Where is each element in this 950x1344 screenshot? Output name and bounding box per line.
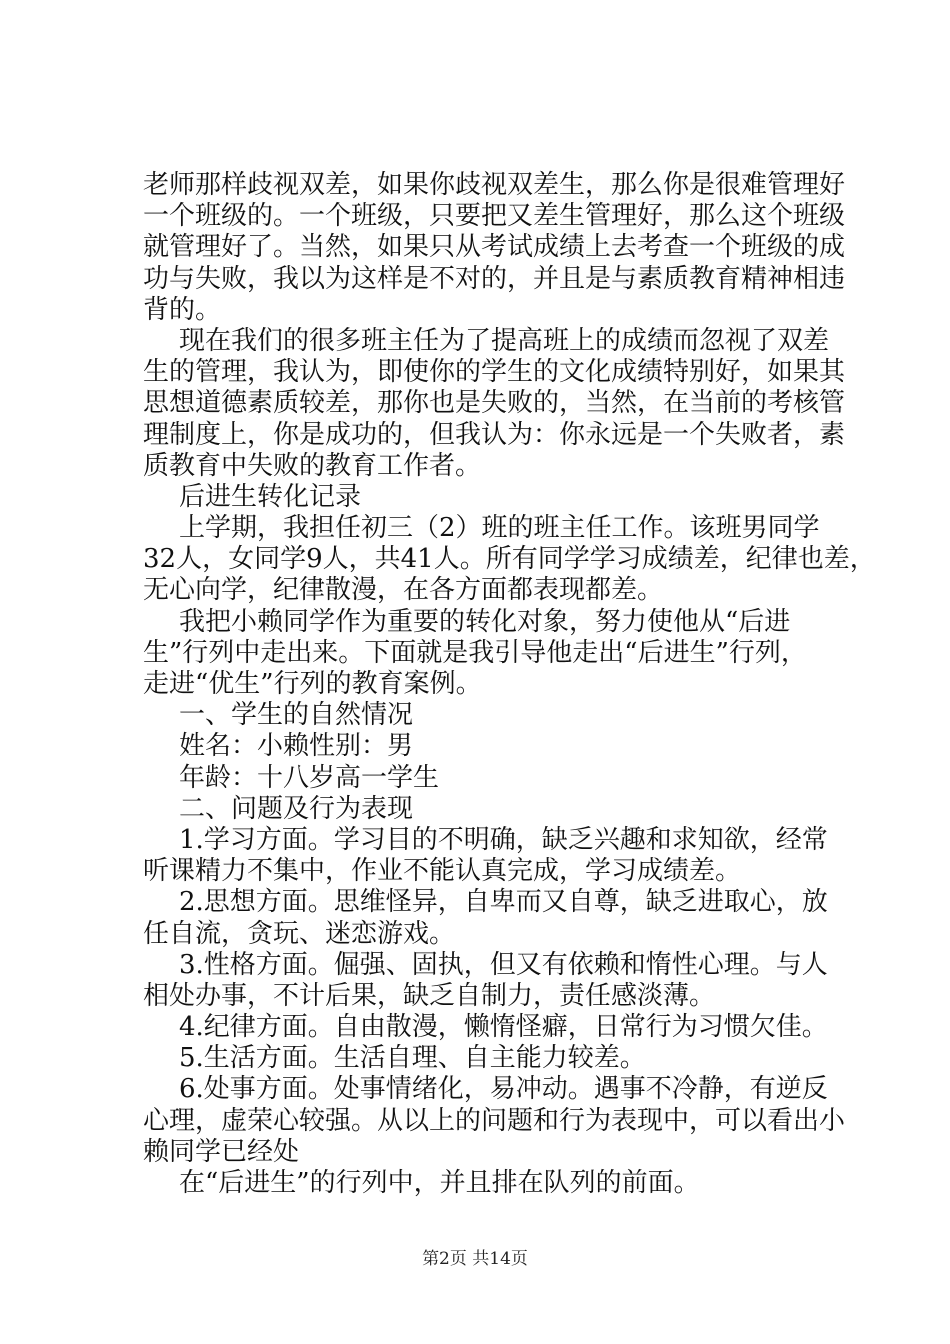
- text-line: 现在我们的很多班主任为了提高班上的成绩而忽视了双差: [179, 325, 830, 356]
- text-line: 上学期，我担任初三（2）班的班主任工作。该班男同学: [179, 513, 820, 544]
- text-line: 2.思想方面。思维怪异，自卑而又自尊，缺乏进取心，放: [179, 887, 828, 918]
- text-line: 背的。: [143, 294, 222, 325]
- text-line: 在“后进生”的行列中，并且排在队列的前面。: [179, 1168, 700, 1198]
- text-line: 任自流，贪玩、迷恋游戏。: [143, 918, 456, 949]
- text-line: 年龄：十八岁高一学生: [179, 762, 440, 793]
- text-line: 后进生转化记录: [179, 481, 362, 512]
- text-line: 质教育中失败的教育工作者。: [143, 450, 482, 481]
- text-line: 听课精力不集中，作业不能认真完成，学习成绩差。: [143, 856, 742, 887]
- text-line: 一、学生的自然情况: [179, 700, 414, 731]
- text-line: 相处办事，不计后果，缺乏自制力，责任感淡薄。: [143, 980, 716, 1011]
- text-line: 心理，虚荣心较强。从以上的问题和行为表现中，可以看出小: [143, 1105, 846, 1136]
- text-line: 3.性格方面。倔强、固执，但又有依赖和惰性心理。与人: [179, 949, 828, 980]
- text-line: 走进“优生”行列的教育案例。: [143, 669, 482, 699]
- text-line: 二、问题及行为表现: [179, 793, 414, 824]
- text-line: 就管理好了。当然，如果只从考试成绩上去考查一个班级的成: [143, 232, 846, 263]
- text-line: 生的管理，我认为，即使你的学生的文化成绩特别好，如果其: [143, 357, 846, 388]
- text-line: 32人，女同学9人，共41人。所有同学学习成绩差，纪律也差，: [143, 544, 876, 575]
- text-line: 一个班级的。一个班级，只要把又差生管理好，那么这个班级: [143, 201, 846, 232]
- text-line: 5.生活方面。生活自理、自主能力较差。: [179, 1043, 646, 1074]
- document-body: [143, 170, 876, 1199]
- text-line: 1.学习方面。学习目的不明确，缺乏兴趣和求知欲，经常: [179, 824, 828, 855]
- text-line: 理制度上，你是成功的，但我认为：你永远是一个失败者，素: [143, 419, 846, 450]
- text-line: 功与失败，我以为这样是不对的，并且是与素质教育精神相违: [143, 263, 846, 294]
- text-line: 生”行列中走出来。下面就是我引导他走出“后进生”行列，: [143, 637, 807, 668]
- text-line: 姓名：小赖性别：男: [179, 731, 414, 762]
- text-line: 老师那样歧视双差，如果你歧视双差生，那么你是很难管理好: [143, 170, 846, 200]
- text-line: 思想道德素质较差，那你也是失败的，当然，在当前的考核管: [143, 388, 846, 419]
- text-line: 我把小赖同学作为重要的转化对象，努力使他从“后进: [179, 606, 791, 637]
- text-line: 赖同学已经处: [143, 1136, 300, 1167]
- text-line: 4.纪律方面。自由散漫，懒惰怪癖，日常行为习惯欠佳。: [179, 1012, 828, 1043]
- page-footer: 第2页 共14页: [422, 1249, 528, 1269]
- text-line: 无心向学，纪律散漫，在各方面都表现都差。: [143, 575, 664, 606]
- text-line: 6.处事方面。处事情绪化，易冲动。遇事不冷静，有逆反: [179, 1074, 828, 1105]
